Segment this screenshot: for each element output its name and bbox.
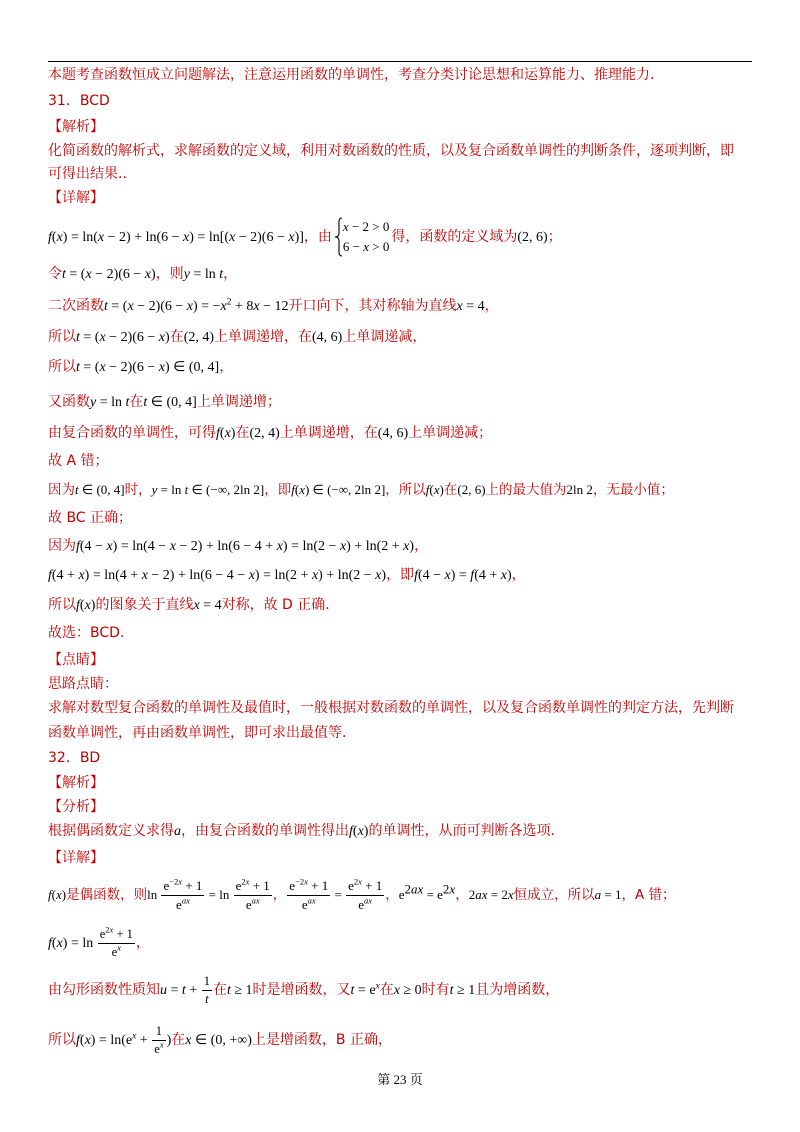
text-run: ， xyxy=(511,567,526,583)
section-label xyxy=(48,648,104,672)
math-fraction xyxy=(98,923,135,961)
text-run: 上单调递增，在 xyxy=(214,329,313,345)
math-expression: f(x) ∈ (−∞, 2ln 2] xyxy=(291,482,386,497)
text-run: 可得出结果.. xyxy=(48,166,127,182)
text-line xyxy=(48,325,426,349)
fraction-denominator xyxy=(161,896,204,914)
math-superscript: 2 xyxy=(226,297,232,308)
text-line xyxy=(48,563,526,587)
text-run: 时有 xyxy=(421,982,450,998)
math-expression: + 1 xyxy=(113,926,133,941)
math-superscript: −2x xyxy=(169,875,183,886)
text-line xyxy=(48,672,118,696)
math-superscript: ax xyxy=(251,894,260,905)
text-run: 恒成立，所以 xyxy=(513,887,595,903)
text-run: 求解对数型复合函数的单调性及最值时，一般根据对数函数的单调性，以及复合函数单调性的判定方法，先判断 xyxy=(48,700,734,716)
text-run: 所以 xyxy=(48,359,76,375)
answer-heading xyxy=(48,89,110,113)
text-run: 【解析】 xyxy=(48,775,104,791)
text-line xyxy=(48,506,132,530)
math-superscript: 2x xyxy=(353,875,362,886)
math-expression: + 8x − 12 xyxy=(231,299,289,314)
math-fraction xyxy=(234,877,272,914)
text-line xyxy=(48,162,127,186)
math-expression: = ln xyxy=(205,887,230,902)
text-run: 故选：BCD. xyxy=(48,625,125,641)
fraction-numerator xyxy=(287,877,330,896)
text-run: 上单调递减； xyxy=(408,425,493,441)
math-expression: t = (x − 2)(6 − x) xyxy=(76,330,170,345)
text-run: 故 BC 正确； xyxy=(48,510,133,526)
math-expression: f(x) = ln(e xyxy=(76,1033,133,1048)
text-run: 是偶函数，则 xyxy=(66,887,148,903)
text-run: 思路点睛： xyxy=(48,676,118,692)
math-expression: e xyxy=(398,887,405,902)
text-run: 且为增函数， xyxy=(475,982,560,998)
math-expression: e xyxy=(111,944,118,959)
text-run: 的图象关于直线 xyxy=(95,597,194,613)
math-fraction xyxy=(161,877,204,914)
math-expression: e xyxy=(176,896,182,912)
text-line xyxy=(48,970,559,1010)
math-fraction xyxy=(152,1023,165,1058)
math-superscript: 2x xyxy=(105,923,114,934)
math-expression: x − 2 > 0 xyxy=(342,219,390,234)
text-run: 时是增函数，又 xyxy=(252,982,351,998)
math-expression: (2, 4) xyxy=(249,426,280,441)
math-expression: t = (x − 2)(6 − x) = −x xyxy=(104,299,227,314)
text-line xyxy=(48,262,237,286)
math-expression: 1 xyxy=(155,1023,163,1038)
answer-heading xyxy=(48,746,100,770)
math-expression: e xyxy=(301,896,308,912)
math-expression: + 1 xyxy=(249,877,270,893)
text-run: 【点睛】 xyxy=(48,652,104,668)
math-expression: (2, 4) xyxy=(183,330,215,345)
text-run: 【分析】 xyxy=(48,799,104,815)
fraction-numerator xyxy=(98,923,135,944)
math-expression: t ∈ (0, 4] xyxy=(75,482,125,497)
math-expression: + xyxy=(136,1033,152,1048)
math-expression: y = ln t xyxy=(183,267,224,282)
text-line xyxy=(48,593,330,617)
math-superscript: x xyxy=(117,941,121,952)
text-run: 【解析】 xyxy=(48,119,104,135)
math-superscript: x xyxy=(159,1038,164,1049)
text-run: ，A 错； xyxy=(621,887,676,903)
math-expression: t = (x − 2)(6 − x) ∈ (0, 4] xyxy=(76,360,220,375)
left-brace-icon xyxy=(334,217,343,257)
section-label xyxy=(48,186,104,210)
math-superscript: x xyxy=(132,1031,137,1042)
math-expression: t ≥ 1 xyxy=(449,983,476,998)
math-fraction xyxy=(287,877,330,914)
math-expression: x = 4 xyxy=(456,299,485,314)
math-expression: f(x) xyxy=(349,824,369,839)
math-superscript: ax xyxy=(364,894,373,905)
text-run: ，由复合函数的单调性得出 xyxy=(181,823,349,839)
text-line xyxy=(48,872,675,918)
text-line xyxy=(48,696,734,720)
math-superscript: ax xyxy=(181,894,190,905)
section-label xyxy=(48,115,104,139)
math-expression: f(x) xyxy=(216,426,236,441)
math-expression: e xyxy=(163,877,170,893)
fraction-numerator xyxy=(346,877,384,896)
math-expression: e xyxy=(99,926,106,941)
text-run: 在 xyxy=(379,982,394,998)
text-run: 在 xyxy=(235,425,250,441)
section-label xyxy=(48,846,104,870)
math-expression: (2, 6) xyxy=(457,482,486,497)
math-expression: x ≥ 0 xyxy=(393,983,422,998)
fraction-denominator xyxy=(346,896,384,914)
system-row xyxy=(343,217,389,237)
math-expression: x = 4 xyxy=(193,598,222,613)
text-line xyxy=(48,215,562,259)
math-expression: e xyxy=(358,896,365,912)
math-expression: t xyxy=(205,991,209,1006)
math-expression: f(4 + x) = ln(4 + x − 2) + ln(6 − 4 − x) = ln(2 + x) + ln(2 − x) xyxy=(48,568,387,583)
text-run: ，即 xyxy=(386,567,415,583)
text-line xyxy=(48,1020,392,1060)
text-run: 31．BCD xyxy=(48,93,110,109)
text-run: 【详解】 xyxy=(48,850,104,866)
math-superscript: 2x xyxy=(442,881,456,897)
math-expression: u = t + xyxy=(160,983,201,998)
text-line xyxy=(48,920,150,966)
math-expression: x ∈ (0, +∞) xyxy=(185,1033,252,1048)
text-run: ，所以 xyxy=(385,482,426,498)
math-expression: 2ax = 2x xyxy=(468,887,514,902)
math-superscript: 2x xyxy=(241,875,250,886)
text-run: ， xyxy=(272,887,287,903)
text-run: 的单调性，从而可判断各选项. xyxy=(368,823,555,839)
text-run: ，则 xyxy=(155,266,184,282)
text-run: 得，函数的定义域为 xyxy=(391,229,518,245)
text-run: 根据偶函数定义求得 xyxy=(48,823,174,839)
math-expression: a xyxy=(174,824,181,839)
text-run: 由勾形函数性质知 xyxy=(48,982,160,998)
math-expression: t ≥ 1 xyxy=(226,983,253,998)
fraction-denominator xyxy=(202,991,212,1008)
math-expression: f(x) = ln xyxy=(48,936,94,951)
math-superscript: ax xyxy=(307,894,316,905)
text-run: 由复合函数的单调性，可得 xyxy=(48,425,216,441)
text-run: 在 xyxy=(171,1032,186,1048)
text-run: 函数单调性，再由函数单调性，即可求出最值等. xyxy=(48,725,347,741)
text-run: 化简函数的解析式，求解函数的定义域，利用对数函数的性质，以及复合函数单调性的判断条件，逐项判断，即 xyxy=(48,143,734,159)
text-run: 上单调递增，在 xyxy=(279,425,378,441)
text-run: 在 xyxy=(129,394,144,410)
math-expression: t = (x − 2)(6 − x) xyxy=(62,267,156,282)
text-run: 上单调递增； xyxy=(196,394,281,410)
fraction-numerator xyxy=(161,877,204,896)
text-run: ，即 xyxy=(264,482,292,498)
text-line xyxy=(48,621,124,645)
math-expression: ) xyxy=(166,1033,172,1048)
fraction-denominator xyxy=(234,896,272,914)
math-expression: = e xyxy=(423,887,443,902)
text-line xyxy=(48,390,281,414)
text-line xyxy=(48,449,108,473)
text-run: ； xyxy=(547,229,562,245)
math-expression: f(x) xyxy=(425,482,444,497)
math-expression: e xyxy=(235,877,242,893)
fraction-denominator xyxy=(287,896,330,914)
math-expression: e xyxy=(348,877,354,893)
math-fraction xyxy=(202,973,212,1008)
math-superscript: 2ax xyxy=(404,881,424,897)
text-line xyxy=(48,721,346,745)
text-run: 32．BD xyxy=(48,750,101,766)
text-run: 因为 xyxy=(48,482,75,498)
text-line xyxy=(48,63,654,87)
math-expression: 1 xyxy=(203,973,210,988)
text-run: 对称，故 D 正确. xyxy=(221,597,330,613)
equation-system xyxy=(334,217,389,257)
text-run: 所以 xyxy=(48,329,76,345)
text-run: ， xyxy=(455,887,469,903)
math-expression: t = e xyxy=(350,983,376,998)
text-run: ， xyxy=(223,266,238,282)
text-run: 上是增函数，B 正确， xyxy=(251,1032,392,1048)
text-run: ， xyxy=(484,298,499,314)
section-label xyxy=(48,795,104,819)
fraction-numerator xyxy=(152,1023,165,1041)
math-expression: + 1 xyxy=(307,877,329,893)
text-run: ， xyxy=(385,887,399,903)
math-expression: f(4 − x) = ln(4 − x − 2) + ln(6 − 4 + x) = ln(2 − x) + ln(2 + x) xyxy=(76,539,415,554)
text-run: 所以 xyxy=(48,1032,76,1048)
text-line xyxy=(48,139,734,163)
fraction-denominator xyxy=(152,1038,165,1058)
math-expression: 6 − x > 0 xyxy=(342,239,390,254)
math-expression: (2, 6) xyxy=(517,230,548,245)
text-run: ， xyxy=(219,359,234,375)
text-run: 开口向下，其对称轴为直线 xyxy=(288,298,457,314)
text-run: 上的最大值为 xyxy=(485,482,567,498)
math-expression: ln xyxy=(147,887,158,902)
text-run: ， xyxy=(414,538,429,554)
text-line xyxy=(48,534,428,558)
fraction-numerator xyxy=(202,973,212,991)
math-expression: (4, 6) xyxy=(312,330,343,345)
text-run: 【详解】 xyxy=(48,190,104,206)
text-line xyxy=(48,478,674,502)
text-line xyxy=(48,421,492,445)
math-expression: = xyxy=(331,887,346,902)
text-run: 上单调递减， xyxy=(342,329,427,345)
text-run: 所以 xyxy=(48,597,76,613)
math-expression: + 1 xyxy=(182,877,203,893)
text-run: 令 xyxy=(48,266,62,282)
text-run: 在 xyxy=(212,982,227,998)
math-expression: + 1 xyxy=(361,877,383,893)
math-expression: f(x) = ln(x − 2) + ln(6 − x) = ln[(x − 2)(6 − x)] xyxy=(48,230,304,245)
math-fraction xyxy=(346,877,384,914)
math-expression: 2ln 2 xyxy=(566,482,593,497)
text-run: 二次函数 xyxy=(48,298,104,314)
text-run: ， xyxy=(135,935,150,951)
text-line xyxy=(48,355,233,379)
math-expression: e xyxy=(245,896,252,912)
text-run: 故 A 错； xyxy=(48,453,109,469)
section-label xyxy=(48,771,104,795)
text-line xyxy=(48,294,499,318)
text-run: 在 xyxy=(443,482,458,498)
math-superscript: x xyxy=(375,981,380,992)
text-run: 时， xyxy=(124,482,152,498)
page-number: 第 23 页 xyxy=(377,1072,423,1087)
math-expression: f(4 − x) = f(4 + x) xyxy=(414,568,512,583)
fraction-numerator xyxy=(234,877,272,896)
math-superscript: −2x xyxy=(295,875,308,886)
math-expression: y = ln t xyxy=(90,395,130,410)
text-run: 因为 xyxy=(48,538,76,554)
math-expression: e xyxy=(289,877,296,893)
math-expression: a = 1 xyxy=(594,887,622,902)
math-expression: y = ln t ∈ (−∞, 2ln 2] xyxy=(151,482,265,497)
fraction-denominator xyxy=(98,941,135,961)
header-rule xyxy=(48,61,752,62)
system-rows xyxy=(343,217,389,257)
math-expression: f(x) xyxy=(48,887,67,902)
text-run: ，由 xyxy=(303,229,332,245)
text-run: 在 xyxy=(169,329,184,345)
math-expression: e xyxy=(154,1041,160,1056)
text-run: 又函数 xyxy=(48,394,90,410)
text-run: ，无最小值； xyxy=(592,482,674,498)
system-row xyxy=(343,237,389,257)
math-expression: f(x) xyxy=(76,598,96,613)
text-run: 本题考查函数恒成立问题解法，注意运用函数的单调性，考查分类讨论思想和运算能力、推理能力. xyxy=(48,67,655,83)
math-expression: t ∈ (0, 4] xyxy=(143,395,197,410)
text-line xyxy=(48,819,555,843)
math-expression: (4, 6) xyxy=(377,426,409,441)
